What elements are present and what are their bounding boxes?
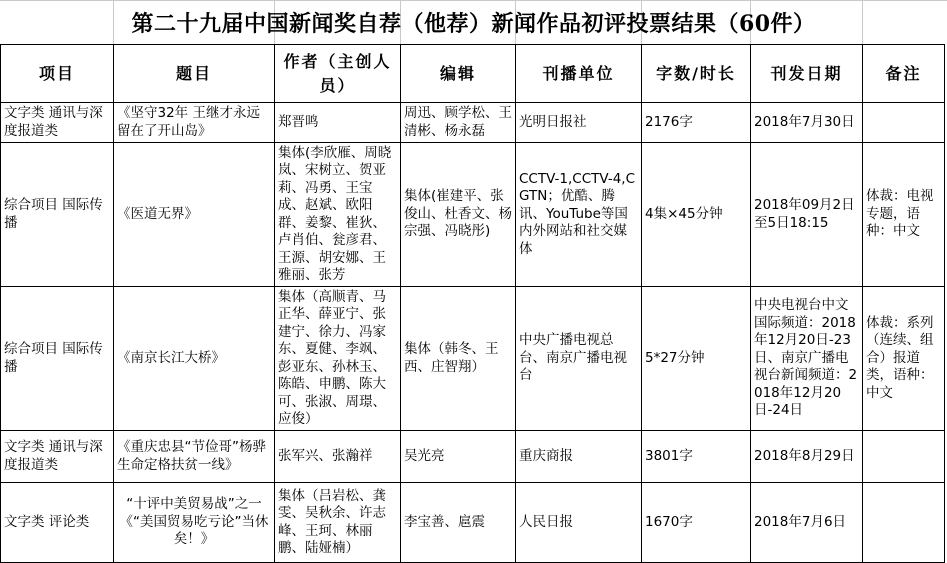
cell-authors: 郑晋鸣 [275,103,401,143]
cell-editors: 集体（韩冬、王西、庄智翔） [401,287,516,431]
header-notes: 备注 [863,45,945,103]
cell-editors: 吴光亮 [401,431,516,483]
cell-length: 5*27分钟 [642,287,751,431]
cell-notes: 体裁：系列（连续、组合）报道类，语种：中文 [863,287,945,431]
cell-publisher: 中央广播电视总台、南京广播电视台 [516,287,642,431]
cell-publisher: 光明日报社 [516,103,642,143]
header-category: 项目 [1,45,114,103]
cell-publisher: 人民日报 [516,483,642,563]
header-date: 刊发日期 [751,45,863,103]
page-title: 第二十九届中国新闻奖自荐（他荐）新闻作品初评投票结果（60件） [131,10,816,37]
cell-authors: 集体（吕岩松、龚雯、吴秋余、许志峰、王珂、林丽鹏、陆娅楠） [275,483,401,563]
cell-editors: 李宝善、扈震 [401,483,516,563]
table-row [1,103,945,143]
cell-title: 《医道无界》 [114,143,275,287]
table-row [1,143,945,287]
cell-title: “十评中美贸易战”之一《“美国贸易吃亏论”当休矣！》 [114,483,275,563]
table-row [1,431,945,483]
cell-date: 2018年7月6日 [751,483,863,563]
cell-editors: 集体(崔建平、张俊山、杜香文、杨宗强、冯晓彤) [401,143,516,287]
cell-title: 《重庆忠县“节俭哥”杨骅生命定格扶贫一线》 [114,431,275,483]
cell-editors: 周迅、顾学松、王清彬、杨永磊 [401,103,516,143]
cell-notes [863,431,945,483]
table-row [1,483,945,563]
cell-category: 文字类 评论类 [1,483,114,563]
header-editors: 编辑 [401,45,516,103]
cell-date: 2018年8月29日 [751,431,863,483]
cell-title: 《坚守32年 王继才永远留在了开山岛》 [114,103,275,143]
header-row [1,45,945,103]
cell-category: 文字类 通讯与深度报道类 [1,103,114,143]
cell-length: 2176字 [642,103,751,143]
cell-title: 《南京长江大桥》 [114,287,275,431]
cell-length: 4集×45分钟 [642,143,751,287]
cell-notes [863,483,945,563]
cell-authors: 集体(李欣雁、周晓岚、宋树立、贺亚莉、冯勇、王宝成、赵斌、欧阳群、姜黎、崔狄、卢肖伯、瓮彦君、王源、胡安娜、王雅丽、张芳 [275,143,401,287]
cell-date: 中央电视台中文国际频道：2018年12月20日-23日、南京广播电视台新闻频道：2018年12月20日-24日 [751,287,863,431]
cell-length: 1670字 [642,483,751,563]
cell-category: 文字类 通讯与深度报道类 [1,431,114,483]
cell-category: 综合项目 国际传播 [1,143,114,287]
cell-notes [863,103,945,143]
cell-notes: 体裁：电视专题，语种：中文 [863,143,945,287]
cell-publisher: 重庆商报 [516,431,642,483]
cell-date: 2018年09月2日至5日18:15 [751,143,863,287]
cell-length: 3801字 [642,431,751,483]
results-table [0,44,945,563]
header-authors: 作者（主创人员） [275,45,401,103]
cell-category: 综合项目 国际传播 [1,287,114,431]
header-publisher: 刊播单位 [516,45,642,103]
table-row [1,287,945,431]
header-length: 字数/时长 [642,45,751,103]
cell-authors: 张军兴、张瀚祥 [275,431,401,483]
cell-publisher: CCTV-1,CCTV-4,CGTN；优酷、腾讯、YouTube等国内外网站和社交媒体 [516,143,642,287]
cell-date: 2018年7月30日 [751,103,863,143]
cell-authors: 集体（高顺青、马正华、薛亚宁、张建宁、徐力、冯家东、夏健、李飒、彭亚东、孙林玉、陈皓、申鹏、陈大可、张淑、周璟、应俊） [275,287,401,431]
header-title: 题目 [114,45,275,103]
